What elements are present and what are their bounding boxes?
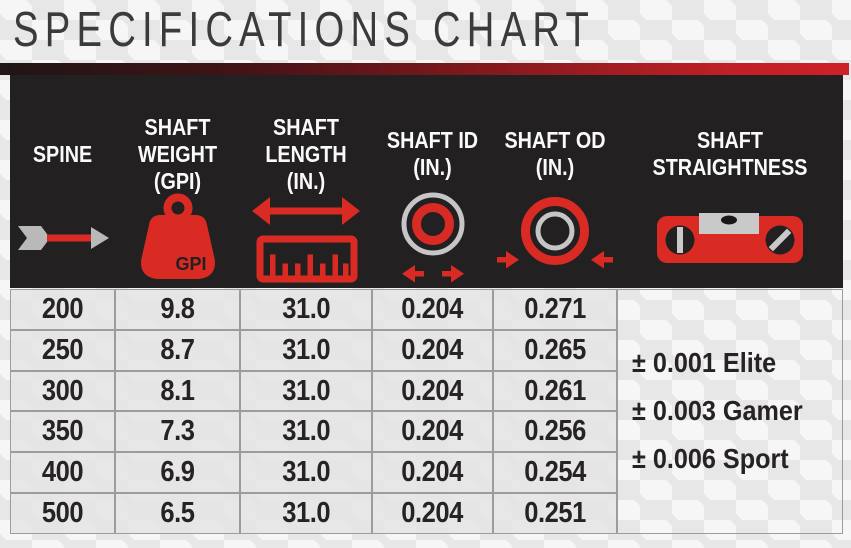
spec-cell-id [372, 330, 493, 371]
spec-cell-length [240, 371, 372, 412]
spec-cell-length [240, 452, 372, 493]
straightness-grade: ± 0.006 Sport [632, 443, 789, 475]
spec-value: 8.7 [160, 333, 195, 366]
column-header-shaft-id [372, 75, 493, 288]
spec-cell-weight [115, 452, 240, 493]
weight-icon [115, 191, 240, 285]
spec-value: 0.271 [524, 292, 586, 325]
spec-cell-spine [10, 330, 115, 371]
spec-cell-weight [115, 371, 240, 412]
straightness-grade: ± 0.001 Elite [632, 347, 777, 379]
spec-value: 250 [41, 333, 84, 366]
spec-value: 31.0 [282, 456, 330, 489]
column-label-line: SHAFT [273, 113, 339, 140]
column-label-line: (GPI) [153, 167, 202, 194]
spec-value: 0.204 [401, 456, 464, 489]
spec-value: 0.254 [524, 456, 586, 489]
spec-cell-od [493, 493, 617, 534]
spec-value: 0.204 [401, 497, 464, 530]
column-label-line: SHAFT ID [386, 127, 479, 153]
spec-value: 400 [41, 456, 84, 489]
spec-value: 0.204 [401, 292, 464, 325]
outer-diameter-icon [493, 191, 617, 285]
column-header-shaft-length [240, 75, 372, 288]
straightness-grade: ± 0.003 Gamer [632, 395, 803, 427]
column-label-line: (IN.) [535, 154, 575, 180]
spec-cell-od [493, 411, 617, 452]
spec-value: 0.265 [524, 333, 586, 366]
spec-value: 8.1 [160, 374, 195, 407]
spec-cell-length [240, 330, 372, 371]
column-label-line: (IN.) [413, 154, 452, 180]
column-label-line: LENGTH [265, 140, 347, 167]
column-label-line: SPINE [32, 140, 93, 167]
spec-cell-length [240, 289, 372, 330]
spec-value: 0.204 [401, 374, 464, 407]
column-header-shaft-od [493, 75, 617, 288]
spec-cell-spine [10, 371, 115, 412]
column-label-line: SHAFT [144, 113, 211, 140]
spec-cell-id [372, 452, 493, 493]
column-header-shaft-straightness [617, 75, 843, 288]
spec-value: 6.9 [160, 456, 195, 489]
spec-value: 31.0 [282, 415, 330, 448]
column-label-line: SHAFT [697, 127, 763, 153]
spec-value: 300 [41, 374, 84, 407]
spec-value: 350 [41, 415, 84, 448]
spec-cell-weight [115, 330, 240, 371]
gpi-badge-label: GPI [174, 254, 207, 274]
spec-cell-spine [10, 289, 115, 330]
ruler-icon [240, 191, 372, 285]
spec-table [10, 289, 843, 534]
spec-value: 31.0 [282, 374, 330, 407]
spec-cell-id [372, 289, 493, 330]
inner-diameter-icon [372, 191, 493, 285]
column-label-line: STRAIGHTNESS [652, 154, 808, 180]
spec-cell-id [372, 411, 493, 452]
spec-value: 0.251 [524, 497, 586, 530]
spec-value: 200 [41, 292, 84, 325]
spec-cell-weight [115, 411, 240, 452]
spec-cell-spine [10, 452, 115, 493]
column-header-spine [10, 75, 115, 288]
level-icon [617, 191, 843, 285]
accent-gradient-bar [0, 63, 849, 75]
spec-cell-od [493, 452, 617, 493]
spec-value: 31.0 [282, 497, 330, 530]
spec-cell-od [493, 289, 617, 330]
table-header-band [10, 75, 843, 288]
spec-cell-weight [115, 289, 240, 330]
spec-value: 31.0 [282, 292, 330, 325]
spec-cell-length [240, 411, 372, 452]
spec-value: 0.261 [524, 374, 586, 407]
spec-cell-od [493, 371, 617, 412]
column-label-line: WEIGHT [137, 140, 218, 167]
spec-cell-weight [115, 493, 240, 534]
spec-value: 0.204 [401, 333, 464, 366]
spec-value: 0.256 [524, 415, 586, 448]
page-title [13, 0, 759, 60]
spec-cell-length [240, 493, 372, 534]
column-label-line: SHAFT OD [504, 127, 606, 153]
column-label-line: (IN.) [286, 167, 326, 194]
spec-cell-id [372, 371, 493, 412]
spec-cell-spine [10, 493, 115, 534]
spec-value: 0.204 [401, 415, 464, 448]
spec-value: 6.5 [160, 497, 195, 530]
page-title-text: SPECIFICATIONS CHART [13, 3, 596, 57]
spec-value: 500 [41, 497, 84, 530]
column-header-shaft-weight [115, 75, 240, 288]
spec-cell-id [372, 493, 493, 534]
arrow-icon [10, 191, 115, 285]
spec-cell-od [493, 330, 617, 371]
spec-value: 9.8 [160, 292, 195, 325]
straightness-grades-cell [617, 289, 843, 534]
spec-value: 31.0 [282, 333, 330, 366]
spec-value: 7.3 [160, 415, 195, 448]
spec-cell-spine [10, 411, 115, 452]
